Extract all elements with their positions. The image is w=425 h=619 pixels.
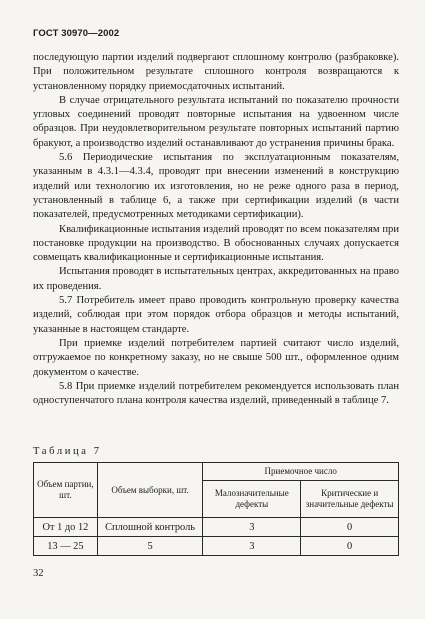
paragraph: последующую партии изделий подвергают сплошному контролю (разбраковке). При положительном результате сплошного контроля возвращаются к установленному порядку приемосдаточных испытаний. (33, 52, 399, 92)
cell-critical: 0 (301, 537, 399, 556)
paragraph: При приемке изделий потребителем партией считают число изделий, отгружаемое по конкретному заказу, но не свыше 500 шт., оформленное одним документом о качестве. (33, 337, 399, 378)
cell-sample: Сплошной контроль (97, 518, 203, 537)
paragraph: В случае отрицательного результата испытаний по показателю прочности угловых соединений проводят повторные испытания на удвоенном числе образцов. При неудовлетворительном результате повторных испытаний партию бракуют, а производство изделий останавливают до устранения причины брака. (33, 94, 399, 149)
cell-party: От 1 до 12 (34, 518, 98, 537)
paragraph: 5.6 Периодические испытания по эксплуатационным показателям, указанным в 4.3.1—4.3.4, проводят при внесении изменений в конструкцию изделий или технологию их изготовления, но не реже одного раза в период, установленный в таблице 6, а также при сертификации изделий (в части показателей, предусмотренных методиками сертификации). (33, 152, 399, 221)
paragraph: Квалификационные испытания изделий проводят по всем показателям при постановке продукции на производство. В обоснованных случаях допускается совмещать квалификационные и сертификационные испытания. (33, 223, 399, 264)
sampling-plan-table (33, 462, 399, 556)
cell-minor: 3 (203, 537, 301, 556)
header-critical-defects: Критические и значительные дефекты (301, 481, 399, 518)
table-row (34, 518, 399, 537)
body-text (33, 51, 399, 408)
table-caption: Таблица 7 (33, 446, 102, 457)
header-sample-volume: Объем выборки, шт. (97, 463, 203, 518)
table-header-row (34, 463, 399, 481)
paragraph: 5.8 При приемке изделий потребителем рекомендуется использовать план одноступенчатого плана контроля качества изделий, приведенный в таблице 7. (33, 380, 399, 407)
header-acceptance-number: Приемочное число (203, 463, 399, 481)
cell-minor: 3 (203, 518, 301, 537)
standard-code-header: ГОСТ 30970—2002 (33, 28, 120, 39)
cell-sample: 5 (97, 537, 203, 556)
header-party-volume: Объем партии, шт. (34, 463, 98, 518)
table-row (34, 537, 399, 556)
paragraph: 5.7 Потребитель имеет право проводить контрольную проверку качества изделий, соблюдая при этом порядок отбора образцов и методы испытаний, указанные в настоящем стандарте. (33, 295, 399, 335)
header-minor-defects: Малозначительные дефекты (203, 481, 301, 518)
cell-critical: 0 (301, 518, 399, 537)
paragraph: Испытания проводят в испытательных центрах, аккредитованных на право их проведения. (33, 266, 399, 292)
page-number: 32 (33, 568, 44, 579)
cell-party: 13 — 25 (34, 537, 98, 556)
